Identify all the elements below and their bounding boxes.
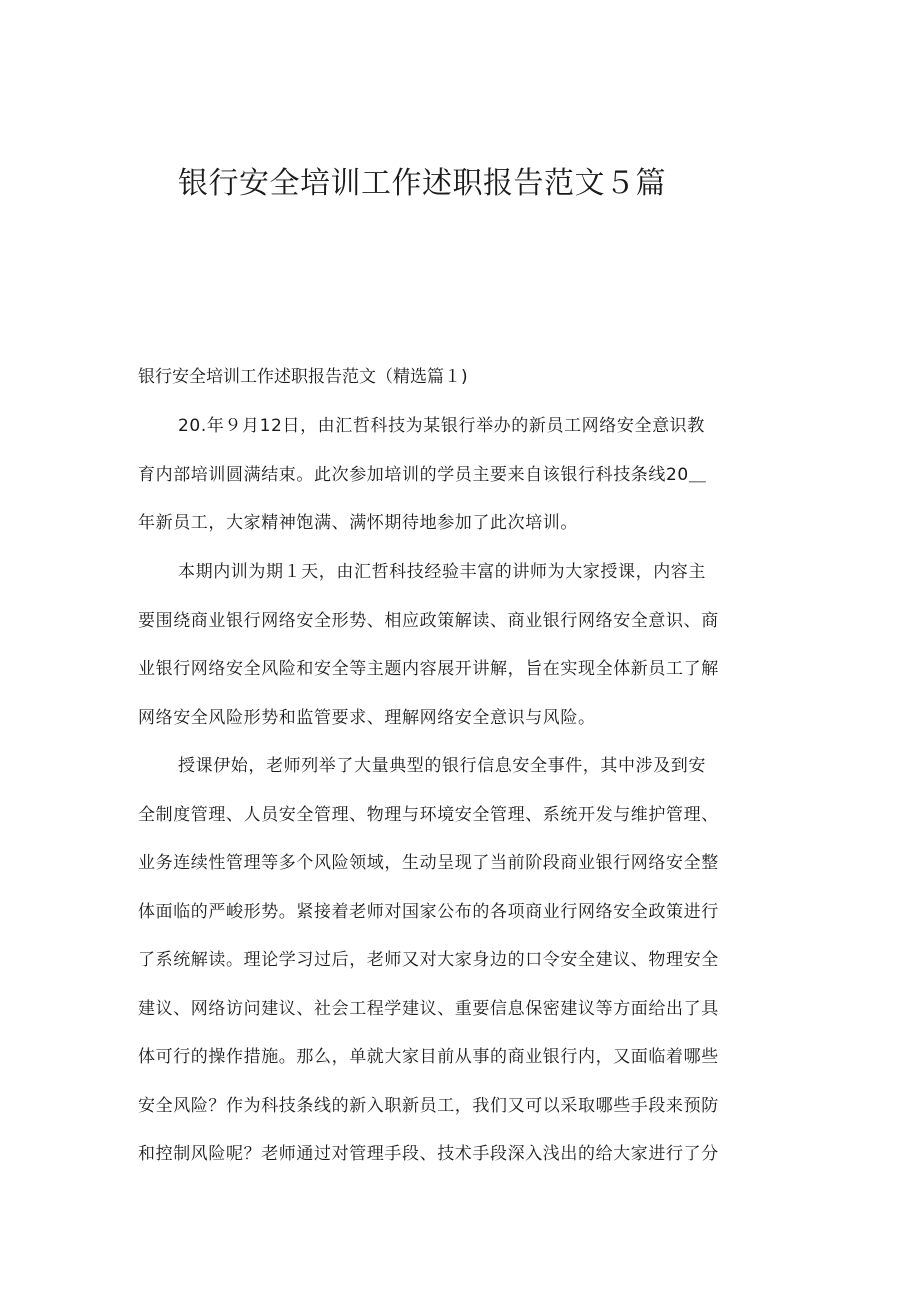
- paragraph-line: 要围绕商业银行网络安全形势、相应政策解读、商业银行网络安全意识、商: [138, 610, 719, 631]
- paragraph-line: 建议、网络访问建议、社会工程学建议、重要信息保密建议等方面给出了具: [138, 998, 719, 1019]
- paragraph-line: 业银行网络安全风险和安全等主题内容展开讲解，旨在实现全体新员工了解: [138, 659, 719, 679]
- paragraph-line: 授课伊始，老师列举了大量典型的银行信息安全事件，其中涉及到安: [178, 756, 706, 776]
- paragraph-line: 和控制风险呢？老师通过对管理手段、技术手段深入浅出的给大家进行了分: [138, 1144, 719, 1164]
- document-title: 银行安全培训工作述职报告范文５篇: [178, 166, 666, 201]
- paragraph-line: 体可行的操作措施。那么，单就大家目前从事的商业银行内，又面临着哪些: [138, 1047, 719, 1067]
- paragraph-line: 20.年９月12日，由汇哲科技为某银行举办的新员工网络安全意识教: [178, 416, 705, 436]
- paragraph-line: 年新员工，大家精神饱满、满怀期待地参加了此次培训。: [138, 513, 578, 533]
- paragraph-line: 安全风险？作为科技条线的新入职新员工，我们又可以采取哪些手段来预防: [138, 1095, 719, 1116]
- paragraph-3: [138, 742, 798, 1179]
- paragraph-line: 本期内训为期１天，由汇哲科技经验丰富的讲师为大家授课，内容主: [178, 562, 706, 582]
- paragraph-2: [138, 548, 798, 742]
- paragraph-line: 全制度管理、人员安全管理、物理与环境安全管理、系统开发与维护管理、: [138, 804, 719, 825]
- paragraph-line: 了系统解读。理论学习过后，老师又对大家身边的口令安全建议、物理安全: [138, 950, 719, 970]
- paragraph-line: 体面临的严峻形势。紧接着老师对国家公布的各项商业行网络安全政策进行: [138, 901, 719, 922]
- paragraph-line: 网络安全风险形势和监管要求、理解网络安全意识与风险。: [138, 707, 596, 728]
- paragraph-line: 业务连续性管理等多个风险领域，生动呈现了当前阶段商业银行网络安全整: [138, 853, 719, 873]
- section-heading: 银行安全培训工作述职报告范文（精选篇１): [138, 367, 468, 387]
- paragraph-1: [138, 402, 798, 548]
- paragraph-line: 育内部培训圆满结束。此次参加培训的学员主要来自该银行科技条线20＿: [138, 464, 707, 485]
